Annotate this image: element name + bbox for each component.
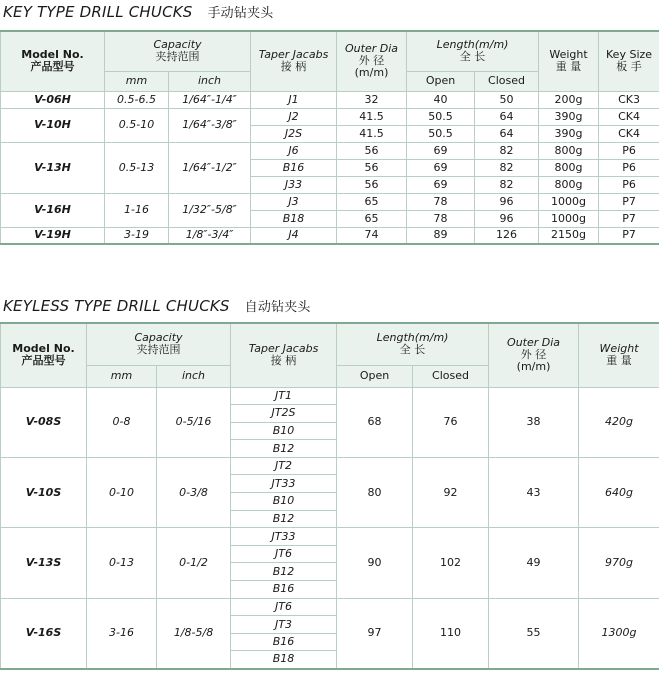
open-length-cell: 50.5 [407,108,475,125]
taper-cell: B18 [251,210,337,227]
keyless-header-capacity: Capacity 夹持范围 [87,323,231,365]
weight-cell: 390g [539,125,599,142]
model-cell: V-06H [1,91,105,108]
closed-length-cell: 126 [475,227,539,244]
table-row [1,457,659,475]
key-type-title [3,2,274,21]
keyless-header-open: Open [337,365,413,387]
outer-dia-cell: 65 [337,193,407,210]
header-mm: mm [105,71,169,91]
weight-cell: 390g [539,108,599,125]
key-size-cell: P7 [599,210,659,227]
capacity-inch-cell: 1/64″-1/4″ [169,91,251,108]
keyless-taper-cell: B10 [231,493,337,511]
outer-dia-cell: 65 [337,210,407,227]
keyless-type-table [0,322,659,670]
outer-dia-cell: 56 [337,159,407,176]
weight-cell: 200g [539,91,599,108]
taper-cell: J2 [251,108,337,125]
keyless-taper-cell: JT6 [231,545,337,563]
keyless-header-outer-dia: Outer Dia 外 径 (m/m) [489,323,579,387]
outer-dia-cell: 41.5 [337,108,407,125]
outer-dia-cell: 74 [337,227,407,244]
model-cell: V-19H [1,227,105,244]
keyless-header-taper: Taper Jacabs 接 柄 [231,323,337,387]
keyless-taper-cell: B10 [231,422,337,440]
keyless-header-closed: Closed [413,365,489,387]
open-length-cell: 50.5 [407,125,475,142]
keyless-taper-cell: B16 [231,633,337,651]
open-length-cell: 69 [407,159,475,176]
weight-cell: 1000g [539,210,599,227]
closed-length-cell: 64 [475,125,539,142]
keyless-closed-length-cell: 92 [413,457,489,527]
keyless-taper-cell: B18 [231,651,337,669]
keyless-taper-cell: B12 [231,510,337,528]
key-size-cell: CK4 [599,125,659,142]
keyless-header-length: Length(m/m) 全 长 [337,323,489,365]
keyless-capacity-inch-cell: 0-5/16 [157,387,231,457]
key-size-cell: CK3 [599,91,659,108]
closed-length-cell: 64 [475,108,539,125]
table-row [1,142,659,159]
keyless-outer-dia-cell: 55 [489,598,579,668]
keyless-taper-cell: JT2 [231,457,337,475]
table-row [1,91,659,108]
keyless-closed-length-cell: 76 [413,387,489,457]
header-outer-dia: Outer Dia 外 径 (m/m) [337,31,407,91]
key-type-table [0,30,659,245]
header-inch: inch [169,71,251,91]
weight-cell: 800g [539,142,599,159]
outer-dia-cell: 41.5 [337,125,407,142]
table-row [1,598,659,616]
keyless-header-inch: inch [157,365,231,387]
weight-cell: 1000g [539,193,599,210]
keyless-capacity-mm-cell: 0-10 [87,457,157,527]
table-row [1,108,659,125]
closed-length-cell: 50 [475,91,539,108]
capacity-mm-cell: 0.5-10 [105,108,169,142]
keyless-header-mm: mm [87,365,157,387]
header-taper: Taper Jacabs 接 柄 [251,31,337,91]
keyless-open-length-cell: 90 [337,528,413,598]
keyless-closed-length-cell: 110 [413,598,489,668]
keyless-weight-cell: 970g [579,528,659,598]
model-cell: V-10H [1,108,105,142]
keyless-outer-dia-cell: 43 [489,457,579,527]
capacity-mm-cell: 0.5-6.5 [105,91,169,108]
keyless-outer-dia-cell: 38 [489,387,579,457]
keyless-closed-length-cell: 102 [413,528,489,598]
taper-cell: J4 [251,227,337,244]
weight-cell: 800g [539,159,599,176]
keyless-model-cell: V-13S [1,528,87,598]
table-row [1,387,659,405]
header-key-size: Key Size 板 手 [599,31,659,91]
closed-length-cell: 82 [475,159,539,176]
keyless-open-length-cell: 68 [337,387,413,457]
model-cell: V-13H [1,142,105,193]
taper-cell: J1 [251,91,337,108]
keyless-taper-cell: B12 [231,563,337,581]
keyless-type-title [3,296,311,315]
keyless-weight-cell: 640g [579,457,659,527]
keyless-weight-cell: 420g [579,387,659,457]
outer-dia-cell: 56 [337,176,407,193]
model-cell: V-16H [1,193,105,227]
header-capacity: Capacity 夹持范围 [105,31,251,71]
keyless-capacity-mm-cell: 3-16 [87,598,157,668]
capacity-mm-cell: 1-16 [105,193,169,227]
keyless-open-length-cell: 97 [337,598,413,668]
keyless-capacity-inch-cell: 1/8-5/8 [157,598,231,668]
header-length: Length(m/m) 全 长 [407,31,539,71]
keyless-model-cell: V-16S [1,598,87,668]
keyless-header-model: Model No. 产品型号 [1,323,87,387]
table-row [1,528,659,546]
keyless-header-weight: Weight 重 量 [579,323,659,387]
key-size-cell: P7 [599,193,659,210]
header-closed: Closed [475,71,539,91]
keyless-taper-cell: JT2S [231,405,337,423]
keyless-model-cell: V-10S [1,457,87,527]
header-open: Open [407,71,475,91]
weight-cell: 2150g [539,227,599,244]
keyless-type-title-cn: 自动钻夹头 [244,300,311,315]
keyless-type-title-en: KEYLESS TYPE DRILL CHUCKS [3,297,230,315]
keyless-taper-cell: JT6 [231,598,337,616]
keyless-weight-cell: 1300g [579,598,659,668]
keyless-taper-cell: JT33 [231,528,337,546]
outer-dia-cell: 32 [337,91,407,108]
taper-cell: J2S [251,125,337,142]
table-row [1,193,659,210]
key-size-cell: P6 [599,142,659,159]
key-size-cell: P7 [599,227,659,244]
open-length-cell: 69 [407,142,475,159]
open-length-cell: 78 [407,193,475,210]
keyless-capacity-inch-cell: 0-3/8 [157,457,231,527]
capacity-inch-cell: 1/64″-1/2″ [169,142,251,193]
header-model: Model No. 产品型号 [1,31,105,91]
closed-length-cell: 96 [475,210,539,227]
open-length-cell: 78 [407,210,475,227]
keyless-open-length-cell: 80 [337,457,413,527]
keyless-capacity-mm-cell: 0-13 [87,528,157,598]
capacity-inch-cell: 1/8″-3/4″ [169,227,251,244]
open-length-cell: 40 [407,91,475,108]
key-size-cell: P6 [599,176,659,193]
closed-length-cell: 82 [475,142,539,159]
header-weight: Weight 重 量 [539,31,599,91]
keyless-capacity-inch-cell: 0-1/2 [157,528,231,598]
taper-cell: B16 [251,159,337,176]
keyless-taper-cell: JT1 [231,387,337,405]
keyless-taper-cell: JT3 [231,616,337,634]
open-length-cell: 69 [407,176,475,193]
capacity-inch-cell: 1/64″-3/8″ [169,108,251,142]
table-row [1,227,659,244]
keyless-outer-dia-cell: 49 [489,528,579,598]
taper-cell: J33 [251,176,337,193]
taper-cell: J6 [251,142,337,159]
keyless-taper-cell: B16 [231,581,337,599]
closed-length-cell: 96 [475,193,539,210]
capacity-mm-cell: 3-19 [105,227,169,244]
keyless-taper-cell: JT33 [231,475,337,493]
key-size-cell: CK4 [599,108,659,125]
closed-length-cell: 82 [475,176,539,193]
open-length-cell: 89 [407,227,475,244]
taper-cell: J3 [251,193,337,210]
capacity-mm-cell: 0.5-13 [105,142,169,193]
keyless-capacity-mm-cell: 0-8 [87,387,157,457]
outer-dia-cell: 56 [337,142,407,159]
key-type-title-cn: 手动钻夹头 [207,6,274,21]
key-type-title-en: KEY TYPE DRILL CHUCKS [3,3,193,21]
key-size-cell: P6 [599,159,659,176]
weight-cell: 800g [539,176,599,193]
keyless-model-cell: V-08S [1,387,87,457]
keyless-taper-cell: B12 [231,440,337,458]
capacity-inch-cell: 1/32″-5/8″ [169,193,251,227]
